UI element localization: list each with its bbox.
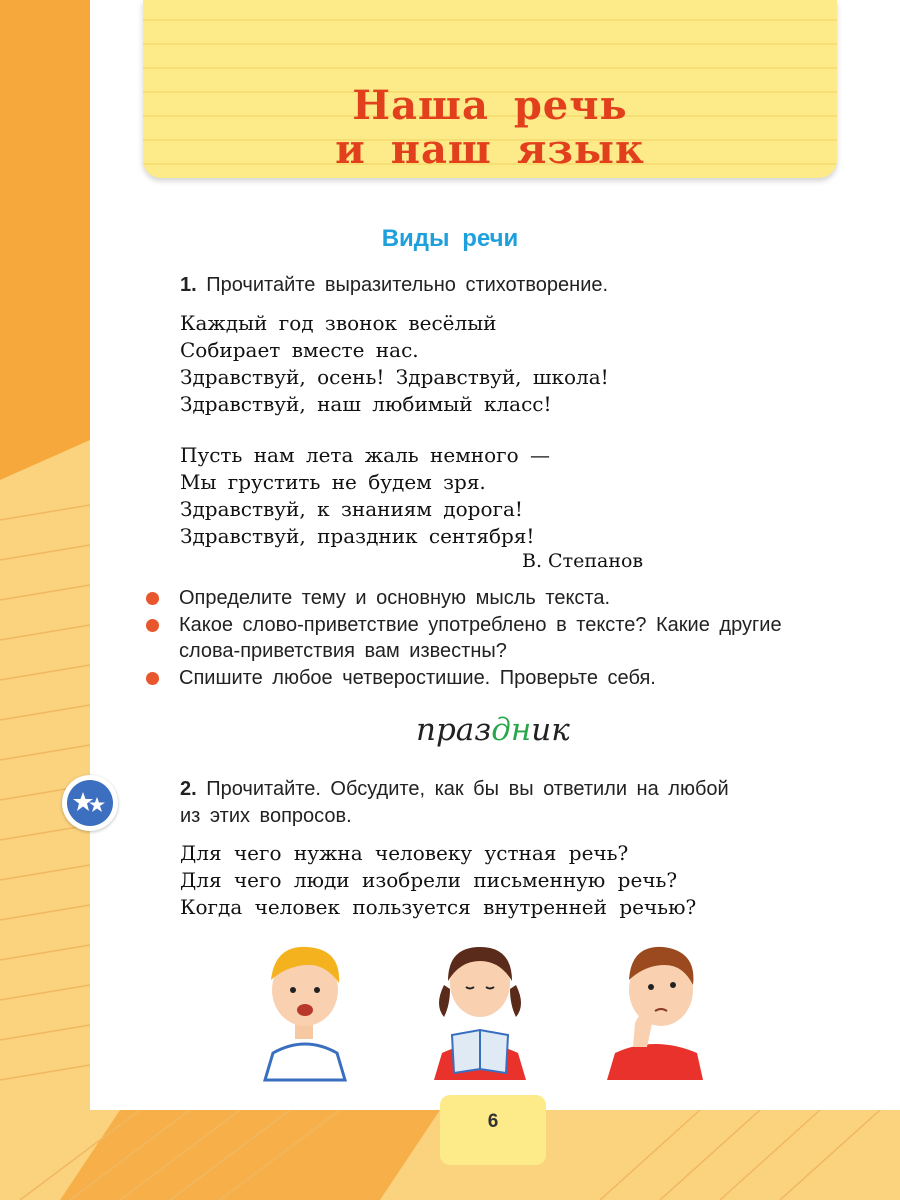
poem-line: Мы грустить не будем зря. [180,470,486,494]
vocabulary-word [416,712,570,748]
task-1-number: 1. [180,274,197,296]
poem-line: Здравствуй, осень! Здравствуй, школа! [180,365,609,389]
bullet-dot-icon [146,672,159,685]
poem-line: Пусть нам лета жаль немного — [180,443,551,467]
title-banner [143,0,837,178]
poem-line: Здравствуй, наш любимый класс! [180,392,552,416]
task-2-line-1: Прочитайте. Обсудите, как бы вы ответили на любой [206,778,729,800]
bullet-item [146,665,846,691]
question-bullets [146,585,846,692]
bullet-dot-icon [146,592,159,605]
girl-reading-illustration [434,947,526,1080]
stars-icon [62,775,118,831]
question-line: Когда человек пользуется внутренней речью? [180,895,697,919]
question-line: Для чего люди изобрели письменную речь? [180,868,678,892]
task-2 [180,776,842,830]
children-illustrations [255,935,735,1085]
bullet-text: Какое слово-приветствие употреблено в тексте? Какие другие слова-приветствия вам известны? [179,614,782,662]
page-number: 6 [487,1111,499,1132]
bullet-item [146,612,846,664]
poem-author: В. Степанов [522,550,644,572]
task-2-line-2: из этих вопросов. [180,805,352,827]
vocab-part: праз [416,712,492,748]
task-1 [180,274,608,297]
poem-line: Собирает вместе нас. [180,338,419,362]
poem-line: Каждый год звонок весёлый [180,311,497,335]
bullet-item [146,585,846,611]
task-2-number: 2. [180,778,197,800]
title-line-2: и наш язык [335,126,645,173]
title-line-1: Наша речь [352,82,628,129]
boy-thinking-illustration [607,947,703,1080]
task-1-text: Прочитайте выразительно стихотворение. [206,274,609,296]
page-number-tab [440,1095,546,1165]
boy-talking-illustration [265,947,345,1080]
poem-line: Здравствуй, праздник сентября! [180,524,535,548]
poem-stanza-1 [180,310,609,418]
bullet-dot-icon [146,619,159,632]
section-title: Виды речи [381,225,519,252]
bullet-text: Спишите любое четверостишие. Проверьте себя. [179,667,656,689]
vocab-part-highlight: дн [491,712,532,748]
chapter-title [143,84,837,172]
vocab-part: и [531,712,552,748]
poem-stanza-2 [180,442,550,550]
vocab-part: к [551,712,570,748]
poem-line: Здравствуй, к знаниям дорога! [180,497,523,521]
questions-list [180,840,696,921]
question-line: Для чего нужна человеку устная речь? [180,841,629,865]
bullet-text: Определите тему и основную мысль текста. [179,587,611,609]
